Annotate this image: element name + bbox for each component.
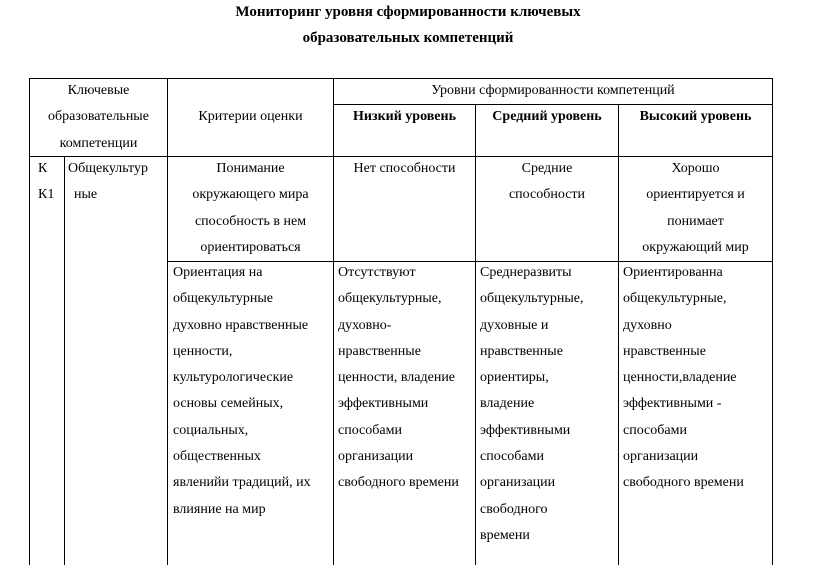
row2-medium-line: организации <box>480 475 556 491</box>
competency-name-line: Общекультур <box>68 161 148 176</box>
row1-high-line: Хорошо <box>671 161 720 176</box>
row2-criterion-line: духовно нравственные <box>173 317 309 333</box>
row2-criterion <box>173 260 333 523</box>
row2-medium-line: Среднеразвиты <box>480 265 572 280</box>
row1-high-line: ориентируется и <box>646 187 745 203</box>
document-title-line-2: образовательных компетенций <box>302 30 514 46</box>
row2-high-line: организации <box>623 449 699 465</box>
row2-criterion-line: социальных, <box>173 422 249 438</box>
row1-high-line: окружающий мир <box>642 239 749 255</box>
header-medium-level <box>476 104 618 130</box>
row2-criterion-line: общественных <box>173 449 261 465</box>
row1-criterion-line: ориентироваться <box>200 239 301 255</box>
competency-name-line: ные <box>74 187 98 203</box>
header-low-level <box>334 104 475 130</box>
row2-criterion-line: общекультурные <box>173 291 273 307</box>
header-low-level-line: Низкий уровень <box>353 109 456 124</box>
header-competencies <box>30 78 167 157</box>
header-medium-level-line: Средний уровень <box>492 109 602 124</box>
row1-high-line: понимает <box>667 213 724 229</box>
row2-medium-line: способами <box>480 449 544 465</box>
header-levels <box>334 78 772 104</box>
row1-low-line: Нет способности <box>353 161 456 176</box>
row2-medium-line: нравственные <box>480 343 563 359</box>
row2-medium-line: общекультурные, <box>480 291 584 307</box>
row2-criterion-line: основы семейных, <box>173 396 284 412</box>
row2-medium <box>480 260 618 549</box>
row1-low <box>334 156 475 182</box>
row2-criterion-line: культурологические <box>173 370 294 386</box>
header-high-level-line: Высокий уровень <box>639 109 752 124</box>
row2-medium-line: эффективными <box>480 422 571 438</box>
row2-low-line: нравственные <box>338 343 421 359</box>
header-high-level <box>619 104 772 130</box>
row2-low-line: ценности, владение <box>338 370 456 386</box>
row2-criterion-line: Ориентация на <box>173 265 263 280</box>
row2-low <box>338 260 475 497</box>
row2-low-line: духовно- <box>338 317 392 333</box>
row2-high-line: свободного времени <box>623 475 744 491</box>
competency-code-line: К <box>38 161 48 176</box>
header-competencies-line: компетенции <box>59 135 138 151</box>
header-criteria <box>168 104 333 130</box>
row2-high-line: нравственные <box>623 343 706 359</box>
row2-low-line: организации <box>338 449 414 465</box>
row2-medium-line: духовные и <box>480 317 549 333</box>
row1-criterion <box>168 156 333 261</box>
competency-code-line: К1 <box>38 187 55 203</box>
row1-criterion-line: Понимание <box>216 161 285 176</box>
competency-name <box>68 156 167 209</box>
header-competencies-line: образовательные <box>48 109 149 125</box>
row1-criterion-line: окружающего мира <box>192 187 309 203</box>
row2-criterion-line: ценности, <box>173 343 233 359</box>
competency-code <box>38 156 64 209</box>
row2-low-line: эффективными <box>338 396 429 412</box>
header-competencies-line: Ключевые <box>67 83 130 98</box>
row2-low-line: Отсутствуют <box>338 265 416 280</box>
row2-medium-line: ориентиры, <box>480 370 549 386</box>
row2-medium-line: свободного <box>480 501 548 517</box>
row1-high <box>619 156 772 261</box>
header-levels-line: Уровни сформированности компетенций <box>431 83 675 98</box>
row2-high-line: эффективными - <box>623 396 722 412</box>
row2-criterion-line: явленийи традиций, их <box>173 475 311 491</box>
row2-high-line: Ориентированна <box>623 265 723 280</box>
row1-criterion-line: способность в нем <box>194 213 307 229</box>
row2-medium-line: владение <box>480 396 535 412</box>
row2-high-line: способами <box>623 422 687 438</box>
row2-criterion-line: влияние на мир <box>173 501 266 517</box>
row2-high-line: ценности,владение <box>623 370 737 386</box>
row1-medium <box>476 156 618 209</box>
row2-high-line: общекультурные, <box>623 291 727 307</box>
row2-high <box>623 260 772 497</box>
row2-low-line: способами <box>338 422 402 438</box>
header-criteria-line: Критерии оценки <box>198 109 303 124</box>
row1-medium-line: способности <box>508 187 586 203</box>
row2-medium-line: времени <box>480 527 530 543</box>
document-title-line-1: Мониторинг уровня сформированности ключевых <box>235 4 581 20</box>
row2-low-line: свободного времени <box>338 475 459 491</box>
row2-low-line: общекультурные, <box>338 291 442 307</box>
row2-high-line: духовно <box>623 317 672 333</box>
row1-medium-line: Средние <box>521 161 573 176</box>
